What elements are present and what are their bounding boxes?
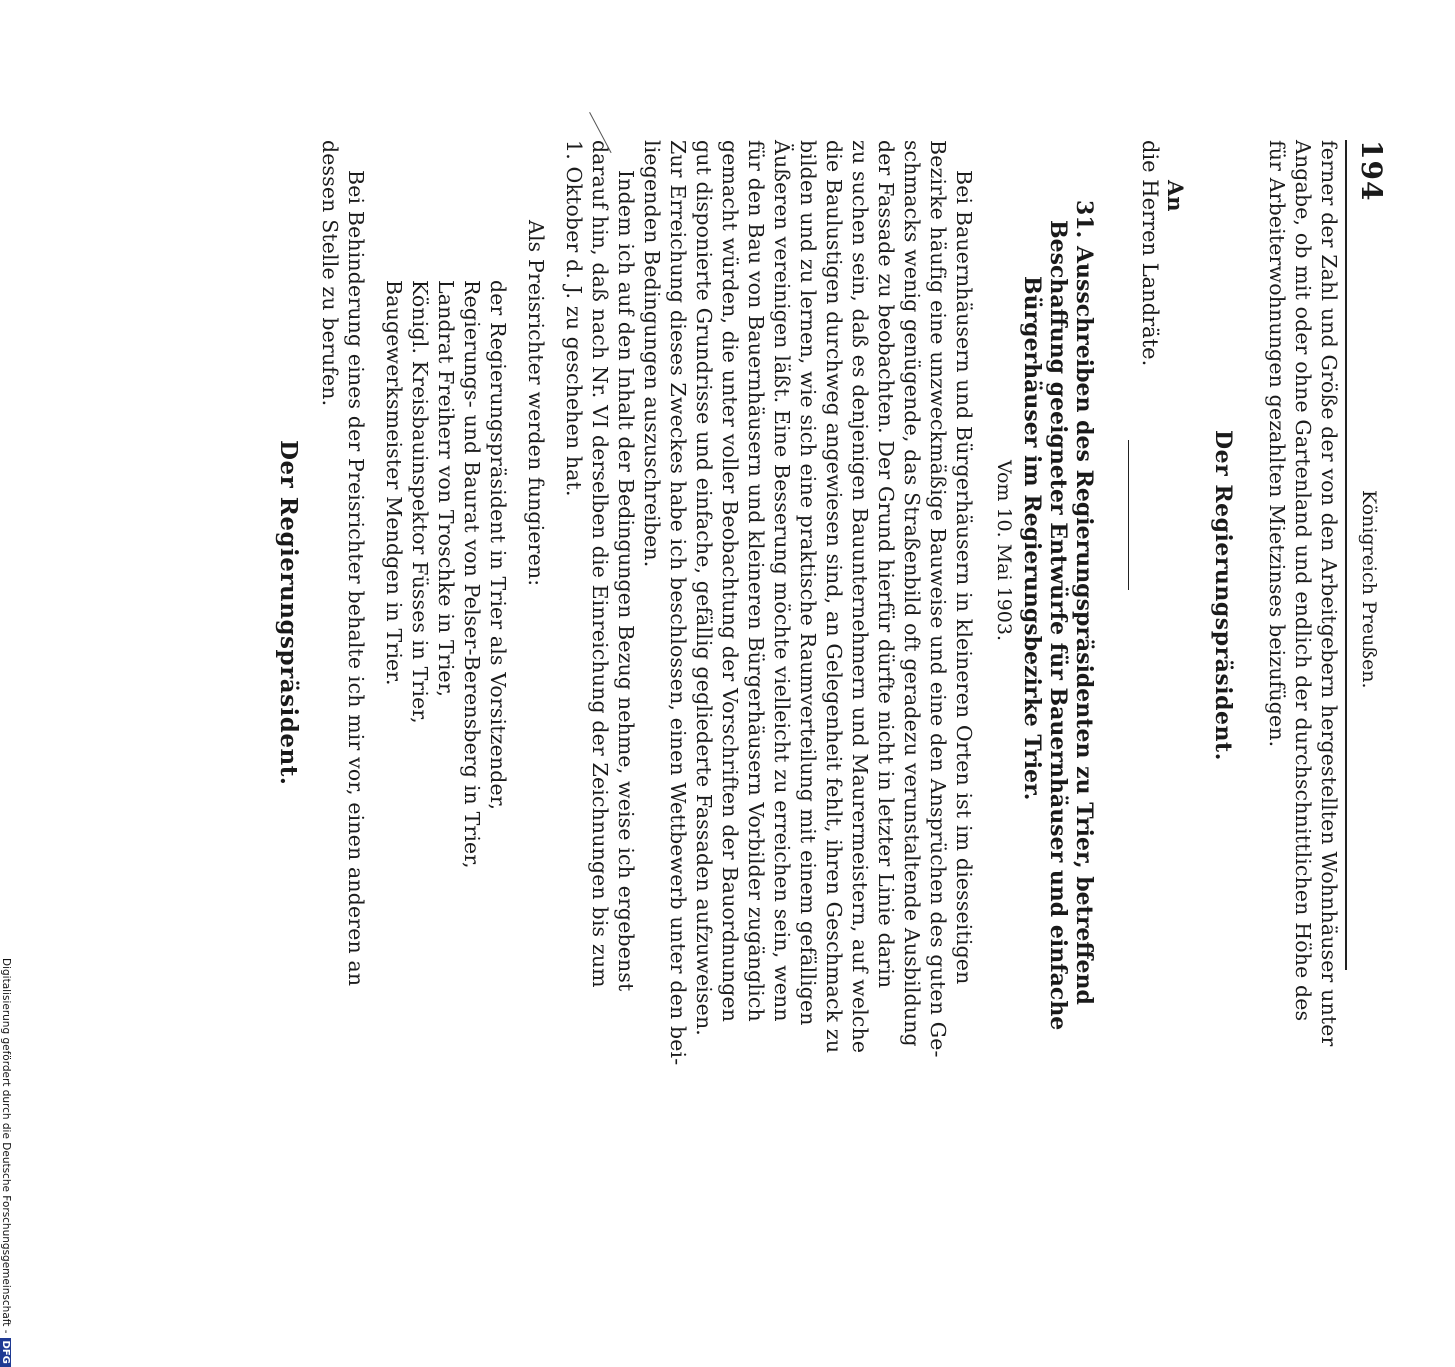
body-line: die Baulustigen durchweg angewiesen sind, an Gelegenheit fehlt, ihren Geschmack zu <box>822 140 846 1054</box>
body-line: Bei Behinderung eines der Preisrichter behalte ich mir vor, einen anderen an <box>344 170 368 987</box>
signature-bottom: Der Regierungspräsident. <box>275 440 302 786</box>
digitization-credit <box>0 958 12 1367</box>
jury-member: Landrat Freiherr von Troschke in Trier, <box>434 280 458 698</box>
address-an: An <box>1163 180 1188 212</box>
signature-top: Der Regierungspräsident. <box>1210 430 1236 761</box>
intro-line: Angabe, ob mit oder ohne Gartenland und endlich der durchschnittlichen Höhe des <box>1291 140 1315 1022</box>
running-title: Königreich Preußen. <box>1358 490 1380 689</box>
page-number: 194 <box>1355 140 1388 202</box>
credit-text: Digitalisierung gefördert durch die Deutsche Forschungsgemeinschaft - <box>0 958 12 1334</box>
body-line: schmacks wenig genügende, das Straßenbild oft geradezu verunstaltende Ausbildung <box>900 140 924 1047</box>
body-line: gemacht würden, die unter voller Beobachtung der Vorschriften der Bauordnungen <box>718 140 742 1023</box>
body-line: liegenden Bedingungen auszuschreiben. <box>640 140 664 568</box>
jury-member: Königl. Kreisbauinspektor Füsses in Trier, <box>408 280 432 724</box>
ordinance-title <box>1071 200 1097 1005</box>
body-line: Äußeren vereinigen läßt. Eine Besserung möchte vielleicht zu erreichen sein, wenn <box>770 140 794 1022</box>
body-line: zu suchen sein, daß es denjenigen Bauunternehmern und Maurermeistern, auf welche <box>848 140 872 1054</box>
intro-line: ferner der Zahl und Größe der von den Arbeitgebern hergestellten Wohnhäuser unter <box>1317 140 1341 1047</box>
address-recipients: die Herren Landräte. <box>1138 140 1162 367</box>
document-page <box>275 140 1388 1066</box>
dfg-logo-icon: DFG <box>0 1338 11 1367</box>
jury-member: Regierungs- und Baurat von Pelser-Berensberg in Trier, <box>460 280 484 869</box>
body-line: bilden und zu lernen, wie sich eine praktische Raumverteilung mit einem gefälligen <box>796 140 820 1026</box>
body-line: der Fassade zu beobachten. Der Grund hierfür dürfte nicht in letzter Linie darin <box>874 140 898 989</box>
separator-rule <box>1128 440 1129 590</box>
body-line: Bezirke häufig eine unzweckmäßige Bauweise und eine den Ansprüchen des guten Ge- <box>926 140 950 1058</box>
body-line: für den Bau von Bauernhäusern und kleineren Bürgerhäusern Vorbilder zugänglich <box>744 140 768 1022</box>
ordinance-title-line1: Ausschreiben des Regierungspräsidenten zu Trier, betreffend <box>1071 245 1097 1005</box>
body-line: darauf hin, daß nach Nr. VI derselben die Einreichung der Zeichnungen bis zum <box>588 140 612 988</box>
header-rule <box>1345 140 1347 970</box>
body-line: Indem ich auf den Inhalt der Bedingungen Bezug nehme, weise ich ergebenst <box>614 170 638 992</box>
jury-member: Baugewerksmeister Mendgen in Trier. <box>382 280 406 686</box>
ordinance-title-line3: Bürgerhäuser im Regierungsbezirke Trier. <box>1019 276 1045 801</box>
body-line: gut disponierte Grundrisse und einfache, gefällig gegliederte Fassaden aufzuweisen. <box>692 140 716 1036</box>
ordinance-date: Vom 10. Mai 1903. <box>993 460 1015 642</box>
rotated-page <box>275 140 1388 1066</box>
ordinance-number: 31. <box>1071 200 1097 239</box>
body-line: 1. Oktober d. J. zu geschehen hat. <box>562 140 586 497</box>
body-line: Zur Erreichung dieses Zweckes habe ich beschlossen, einen Wettbewerb unter den bei- <box>666 140 690 1066</box>
body-line: dessen Stelle zu berufen. <box>318 140 342 407</box>
ordinance-title-line2: Beschaffung geeigneter Entwürfe für Bauernhäuser und einfache <box>1045 220 1071 1031</box>
intro-line: für Arbeiterwohnungen gezahlten Mietzinses beizufügen. <box>1265 140 1289 748</box>
jury-member: der Regierungspräsident in Trier als Vorsitzender, <box>486 280 510 811</box>
body-line: Bei Bauernhäusern und Bürgerhäusern in kleineren Orten ist im diesseitigen <box>952 170 976 985</box>
jury-heading: Als Preisrichter werden fungieren: <box>524 220 548 587</box>
